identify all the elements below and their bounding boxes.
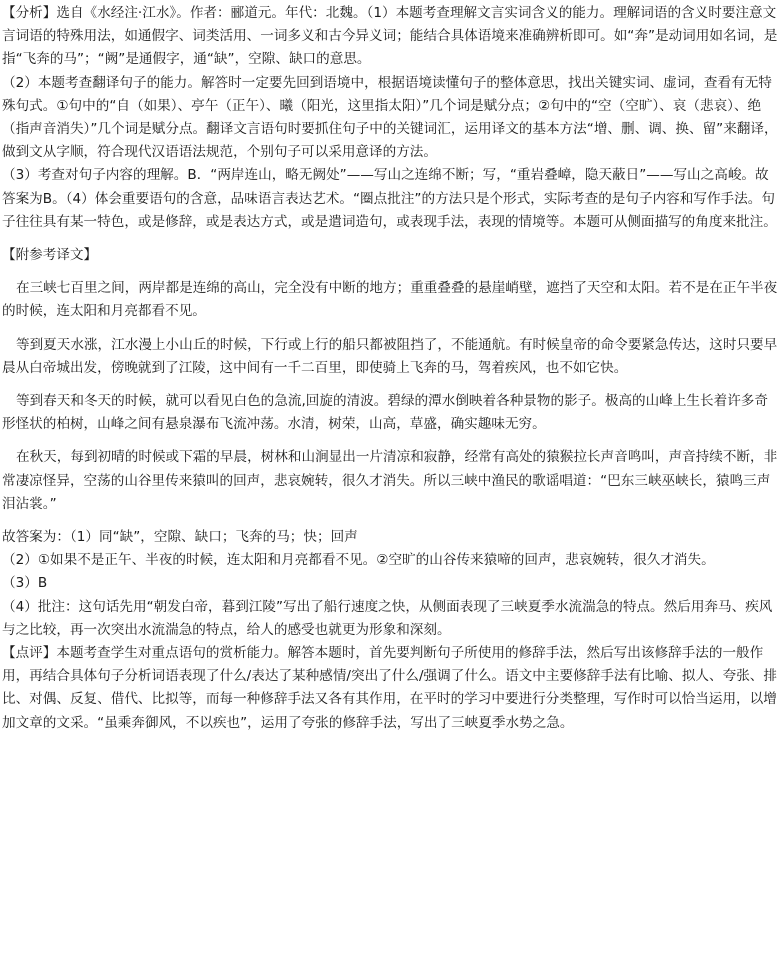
analysis-paragraph-2: （2）本题考查翻译句子的能力。解答时一定要先回到语境中，根据语境读懂句子的整体意思，找出关键实词、虚词，查看有无特殊句式。①句中的“自（如果）、亭午（正午）、曦（阳光，这里指太阳）”几个词是赋分点；②句中的“空（空旷）、哀（悲哀）、绝（指声音消失）”几个词是赋分点。翻译文言语句时要抓住句子中的关键词汇，运用译文的基本方法“增、删、调、换、留”来翻译，做到文从字顺，符合现代汉语语法规范，个别句子可以采用意译的方法。 xyxy=(2,74,778,161)
translation-paragraph-2 xyxy=(2,334,778,380)
translation-paragraph-1-text: 在三峡七百里之间，两岸都是连绵的高山，完全没有中断的地方；重重叠叠的悬崖峭壁，遮挡了天空和太阳。若不是在正午半夜的时候，连太阳和月亮都看不见。 xyxy=(2,280,778,320)
comment-paragraph: 【点评】本题考查学生对重点语句的赏析能力。解答本题时，首先要判断句子所使用的修辞手法，然后写出该修辞手法的一般作用，再结合具体句子分析词语表现了什么/表达了某种感情/突出了什么/强调了什么。语文中主要修辞手法有比喻、拟人、夸张、排比、对偶、反复、借代、比拟等，而每一种修辞手法又各有其作用，在平时的学习中要进行分类整理，写作时可以恰当运用，以增加文章的文采。“虽乘奔御风，不以疾也”，运用了夸张的修辞手法，写出了三峡夏季水势之急。 xyxy=(2,645,777,731)
analysis-paragraph-3: （3）考查对句子内容的理解。B．“两岸连山，略无阙处”——写山之连绵不断；写，“重岩叠嶂，隐天蔽日”——写山之高峻。故答案为B。（4）体会重要语句的含意，品味语言表达艺术。“圈点批注”的方法只是个形式，实际考查的是句子内容和写作手法。句子往往具有某一特色，或是修辞，或是表达方式，或是遣词造句，或表现手法，表现的情境等。本题可从侧面描写的角度来批注。 xyxy=(2,167,777,230)
translation-paragraph-4-text: 在秋天，每到初晴的时候或下霜的早晨，树林和山涧显出一片清凉和寂静，经常有高处的猿猴拉长声音鸣叫，声音持续不断，非常凄凉怪异，空荡的山谷里传来猿叫的回声，悲哀婉转，很久才消失。所以三峡中渔民的歌谣唱道：“巴东三峡巫峡长，猿鸣三声泪沾裳。” xyxy=(2,449,778,512)
translation-paragraph-4 xyxy=(2,446,778,516)
analysis-paragraph-1: 【分析】选自《水经注·江水》。作者：郦道元。年代：北魏。（1）本题考查理解文言实词含义的能力。理解词语的含义时要注意文言词语的特殊用法，如通假字、词类活用、一词多义和古今异义词；能结合具体语境来准确辨析即可。如“奔”是动词用如名词，是指“飞奔的马”；“阙”是通假字，通“缺”，空隙、缺口的意思。 xyxy=(2,5,778,68)
answer-3: （3）B xyxy=(2,575,48,592)
document-body xyxy=(2,2,778,735)
answer-4: （4）批注：这句话先用“朝发白帝，暮到江陵”写出了船行速度之快，从侧面表现了三峡夏季水流湍急的特点。然后用奔马、疾风与之比较，再一次突出水流湍急的特点，给人的感受也就更为形象和深刻。 xyxy=(2,598,773,638)
translation-paragraph-2-text: 等到夏天水涨，江水漫上小山丘的时候，下行或上行的船只都被阻挡了，不能通航。有时候皇帝的命令要紧急传达，这时只要早晨从白帝城出发，傍晚就到了江陵，这中间有一千二百里，即使骑上飞奔的马，驾着疾风，也不如它快。 xyxy=(2,336,778,376)
translation-heading: 【附参考译文】 xyxy=(2,247,98,264)
translation-paragraph-3 xyxy=(2,390,778,436)
translation-paragraph-3-text: 等到春天和冬天的时候，就可以看见白色的急流,回旋的清波。碧绿的潭水倒映着各种景物的影子。极高的山峰上生长着许多奇形怪状的柏树，山峰之间有悬泉瀑布飞流冲荡。水清，树荣，山高，草盛，确实趣味无穷。 xyxy=(2,393,768,433)
translation-paragraph-1 xyxy=(2,277,778,323)
answer-2: （2）①如果不是正午、半夜的时候，连太阳和月亮都看不见。②空旷的山谷传来猿啼的回声，悲哀婉转，很久才消失。 xyxy=(2,552,715,569)
answer-1: 故答案为：（1）同“缺”，空隙、缺口；飞奔的马；快；回声 xyxy=(2,529,358,546)
